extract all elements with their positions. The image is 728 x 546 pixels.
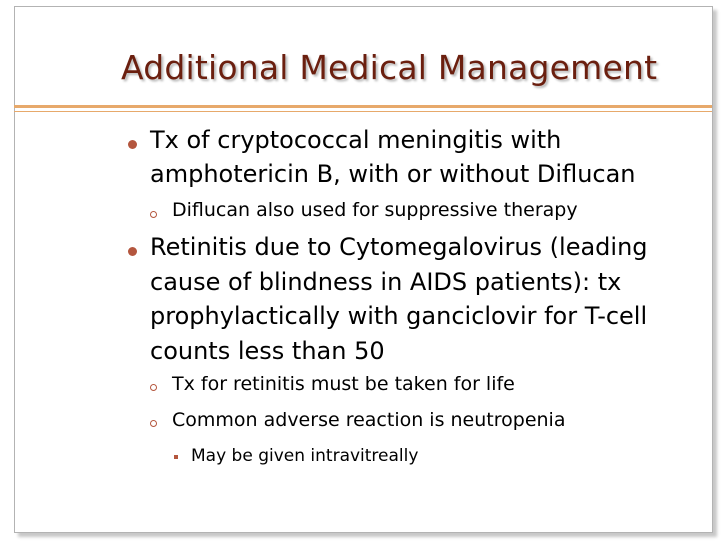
bullet-2-sub-2: Common adverse reaction is neutropenia xyxy=(172,409,566,431)
bullet-2-line-4: counts less than 50 xyxy=(150,337,385,365)
sub-bullet-marker xyxy=(150,211,157,218)
bullet-marker xyxy=(128,140,137,149)
bullet-2-sub-2-sub-1: May be given intravitreally xyxy=(191,446,419,466)
bullet-2-line-3: prophylactically with ganciclovir for T-cell xyxy=(150,302,648,330)
bullet-2-line-2: cause of blindness in AIDS patients): tx xyxy=(150,268,622,296)
bullet-marker xyxy=(128,247,137,256)
sub-bullet-marker xyxy=(150,384,157,391)
sub-bullet-marker xyxy=(150,420,157,427)
bullet-2-sub-1: Tx for retinitis must be taken for life xyxy=(172,373,515,395)
bullet-1-sub-1: Diflucan also used for suppressive therapy xyxy=(172,199,578,221)
bullet-1-line-1: Tx of cryptococcal meningitis with xyxy=(150,126,562,154)
bullet-2-line-1: Retinitis due to Cytomegalovirus (leading xyxy=(150,233,648,261)
sub-sub-bullet-marker xyxy=(174,455,178,459)
bullet-1-line-2: amphotericin B, with or without Diflucan xyxy=(150,160,636,188)
slide-title: Additional Medical Management xyxy=(121,48,658,87)
